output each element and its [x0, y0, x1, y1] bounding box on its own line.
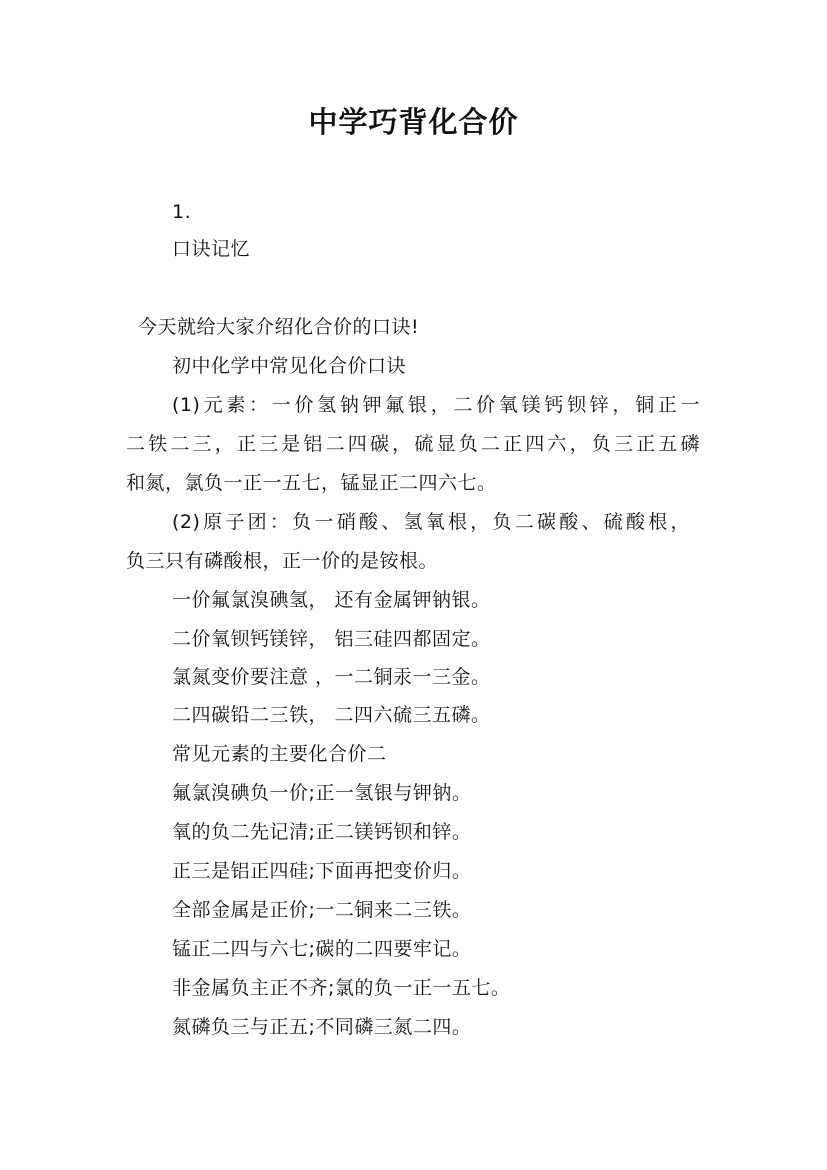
- intro-text: 今天就给大家介绍化合价的口诀!: [138, 316, 420, 338]
- section-heading: 口诀记忆: [172, 238, 251, 260]
- rhyme-line: 氟氯溴碘负一价;正一氢银与钾钠。: [172, 782, 472, 804]
- subheading-common-valence: 初中化学中常见化合价口诀: [172, 355, 407, 377]
- subheading-main-valence: 常见元素的主要化合价二: [172, 743, 387, 765]
- paragraph-elements-line: (1)元素：一价氢钠钾氟银，二价氧镁钙钡锌，铜正一: [172, 394, 700, 416]
- paragraph-elements-line: 和氮，氯负一正一五七，锰显正二四六七。: [126, 472, 497, 494]
- rhyme-line: 二四碳铅二三铁， 二四六硫三五磷。: [172, 704, 491, 726]
- rhyme-line: 锰正二四与六七;碳的二四要牢记。: [172, 938, 472, 960]
- rhyme-line: 全部金属是正价;一二铜来二三铁。: [172, 899, 472, 921]
- rhyme-line: 氯氮变价要注意 ，一二铜汞一三金。: [172, 666, 491, 688]
- paragraph-radicals-line: (2)原子团：负一硝酸、氢氧根，负二碳酸、硫酸根，: [172, 511, 690, 533]
- rhyme-line: 氮磷负三与正五;不同磷三氮二四。: [172, 1016, 472, 1038]
- rhyme-line: 非金属负主正不齐;氯的负一正一五七。: [172, 977, 511, 999]
- rhyme-line: 氧的负二先记清;正二镁钙钡和锌。: [172, 821, 472, 843]
- paragraph-radicals-line: 负三只有磷酸根，正一价的是铵根。: [126, 550, 439, 572]
- section-number: 1.: [172, 201, 192, 223]
- paragraph-elements-line: 二铁二三，正三是铝二四碳，硫显负二正四六，负三正五磷: [126, 433, 700, 455]
- rhyme-line: 一价氟氯溴碘氢， 还有金属钾钠银。: [172, 589, 491, 611]
- rhyme-line: 正三是铝正四硅;下面再把变价归。: [172, 860, 472, 882]
- document-title: 中学巧背化合价: [308, 105, 519, 139]
- rhyme-line: 二价氧钡钙镁锌， 铝三硅四都固定。: [172, 628, 491, 650]
